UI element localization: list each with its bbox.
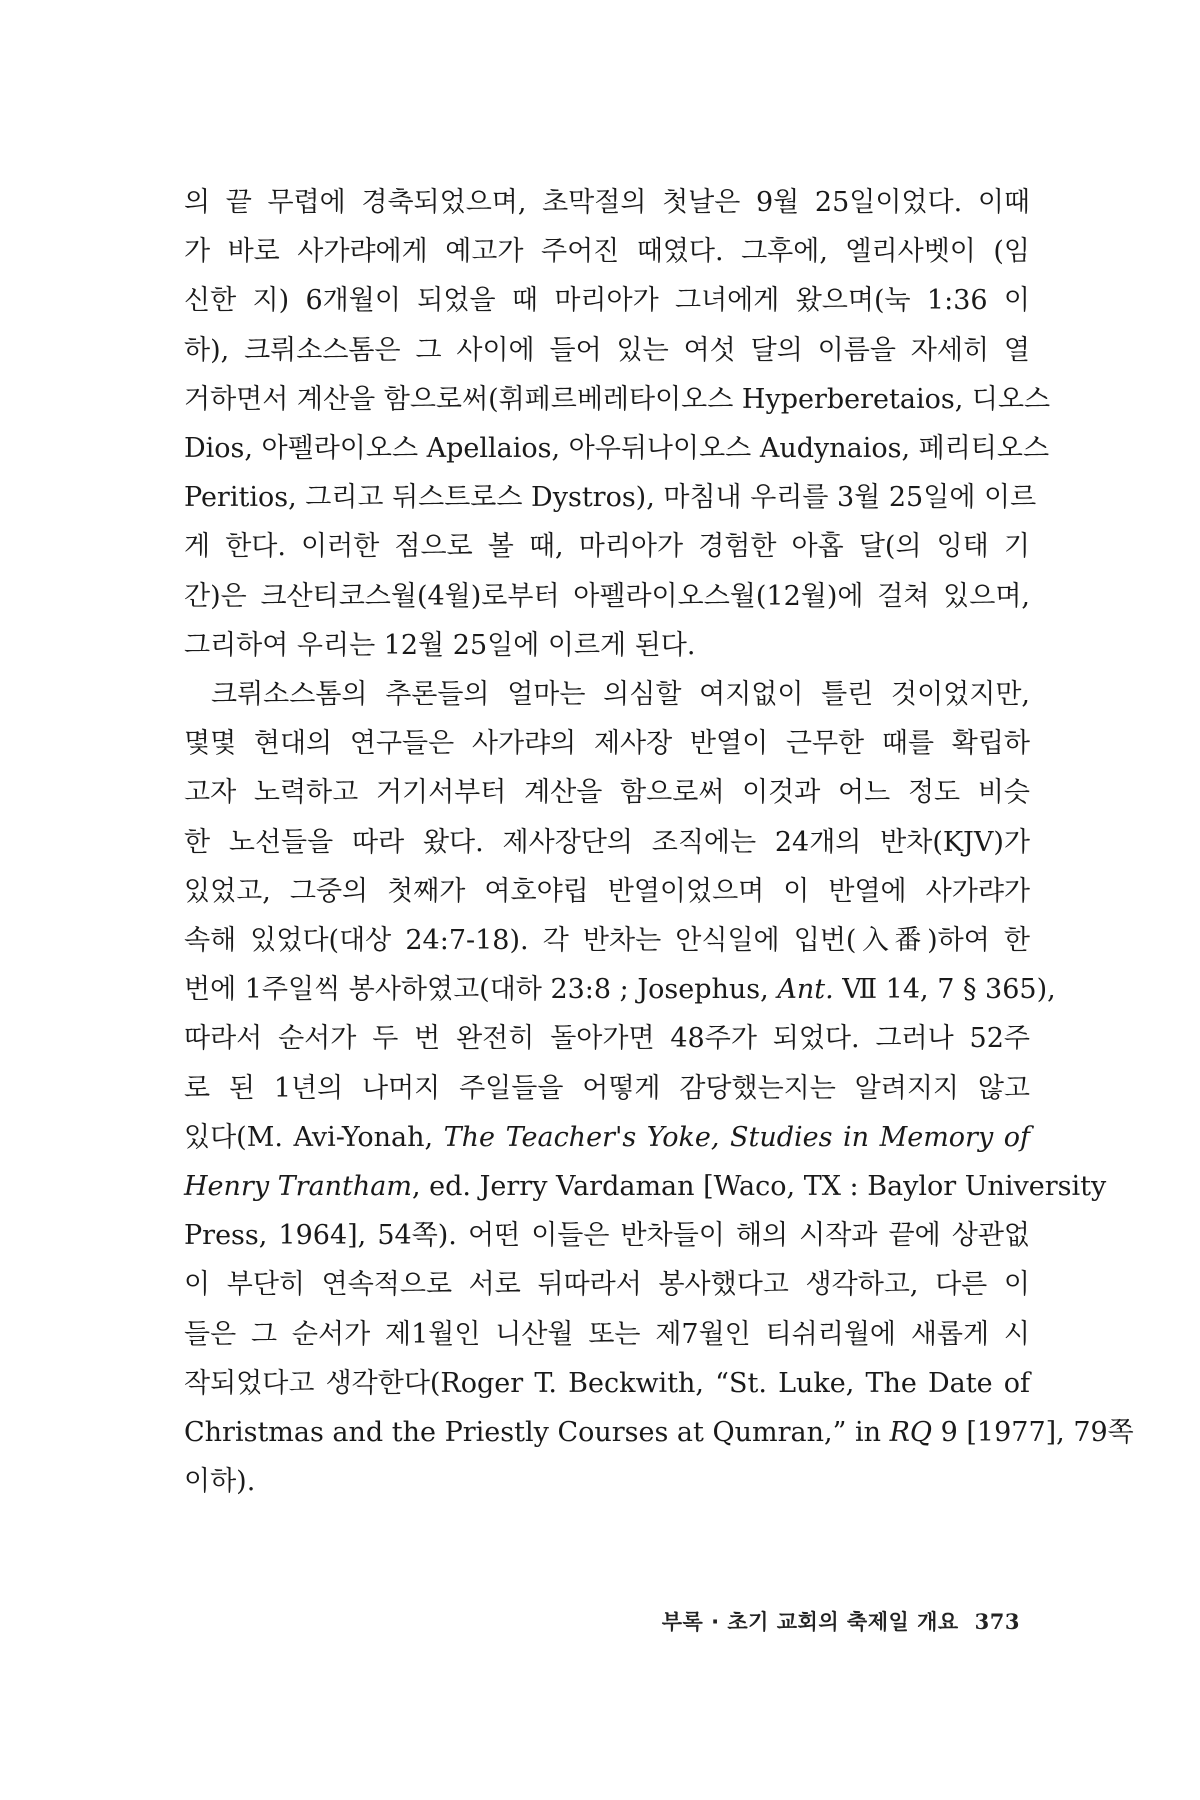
text-line: 게 한다. 이러한 점으로 볼 때, 마리아가 경험한 아홉 달(의 잉태 기	[184, 531, 1030, 563]
text-line: 가 바로 사가랴에게 예고가 주어진 때였다. 그후에, 엘리사벳이 (임	[184, 236, 1030, 268]
text-line: 몇몇 현대의 연구들은 사가랴의 제사장 반열이 근무한 때를 확립하	[184, 728, 1030, 760]
text-line: 로 된 1년의 나머지 주일들을 어떻게 감당했는지는 알려지지 않고	[184, 1072, 1030, 1104]
text-line	[184, 1162, 1107, 1211]
body-text	[184, 178, 1134, 1506]
text-line: Dios, 아펠라이오스 Apellaios, 아우뒤나이오스 Audynaios, 페리티오스	[184, 433, 1050, 465]
text-line: 하), 크뤼소스톰은 그 사이에 들어 있는 여섯 달의 이름을 자세히 열	[184, 334, 1030, 366]
text-line: 거하면서 계산을 함으로써(휘페르베레타이오스 Hyperberetaios, 디오스	[184, 383, 1051, 415]
text-run: 9 [1977], 79쪽	[932, 1417, 1134, 1449]
text-line: 들은 그 순서가 제1월인 니산월 또는 제7월인 티쉬리월에 새롭게 시	[184, 1318, 1030, 1350]
text-line: 따라서 순서가 두 번 완전히 돌아가면 48주가 되었다. 그러나 52주	[184, 1023, 1030, 1055]
text-run: , ed. Jerry Vardaman [Waco, TX : Baylor University	[412, 1171, 1107, 1203]
text-run: 번에 1주일씩 봉사하였고(대하 23:8 ; Josephus,	[184, 974, 778, 1006]
page-footer	[600, 1606, 1020, 1636]
text-line	[184, 1408, 1134, 1457]
italic-citation: RQ	[889, 1417, 933, 1449]
text-line: 있었고, 그중의 첫째가 여호야립 반열이었으며 이 반열에 사가랴가	[184, 875, 1030, 907]
text-run: 있다(M. Avi-Yonah,	[184, 1121, 444, 1153]
italic-citation: Ant.	[777, 974, 834, 1006]
page-number: 373	[974, 1609, 1020, 1634]
text-line: 의 끝 무렵에 경축되었으며, 초막절의 첫날은 9월 25일이었다. 이때	[184, 187, 1030, 218]
text-line: Peritios, 그리고 뒤스트로스 Dystros), 마침내 우리를 3월 25일에 이르	[184, 482, 1037, 514]
text-line: 간)은 크산티코스월(4월)로부터 아펠라이오스월(12월)에 걸쳐 있으며,	[184, 580, 1030, 612]
paragraph-1	[184, 178, 1051, 670]
text-line: Press, 1964], 54쪽). 어떤 이들은 반차들이 해의 시작과 끝에 상관없	[184, 1220, 1030, 1252]
text-line: 이하).	[184, 1466, 256, 1498]
italic-title: The Teacher's Yoke, Studies in Memory of	[443, 1121, 1031, 1153]
text-line	[184, 965, 1056, 1014]
text-line: 속해 있었다(대상 24:7-18). 각 반차는 안식일에 입번(入番)하여 한	[184, 925, 1030, 957]
text-line: 이 부단히 연속적으로 서로 뒤따라서 봉사했다고 생각하고, 다른 이	[184, 1269, 1030, 1301]
text-line: 고자 노력하고 거기서부터 계산을 함으로써 이것과 어느 정도 비슷	[184, 777, 1030, 809]
text-line: 신한 지) 6개월이 되었을 때 마리아가 그녀에게 왔으며(눅 1:36 이	[184, 285, 1030, 317]
italic-title: Henry Trantham	[184, 1171, 412, 1203]
text-line: 한 노선들을 따라 왔다. 제사장단의 조직에는 24개의 반차(KJV)가	[184, 826, 1030, 858]
text-run: Christmas and the Priestly Courses at Qumran,” in	[184, 1417, 890, 1449]
running-head: 부록 · 초기 교회의 축제일 개요	[661, 1610, 959, 1634]
text-line: 크뤼소스톰의 추론들의 얼마는 의심할 여지없이 틀린 것이었지만,	[211, 679, 1030, 711]
text-line: 그리하여 우리는 12월 25일에 이르게 된다.	[184, 629, 696, 661]
text-line: 작되었다고 생각한다(Roger T. Beckwith, “St. Luke, The Date of	[184, 1367, 1030, 1399]
text-run: Ⅶ 14, 7 § 365),	[833, 974, 1056, 1006]
text-line	[184, 1113, 1030, 1162]
paragraph-2	[184, 670, 1134, 1506]
